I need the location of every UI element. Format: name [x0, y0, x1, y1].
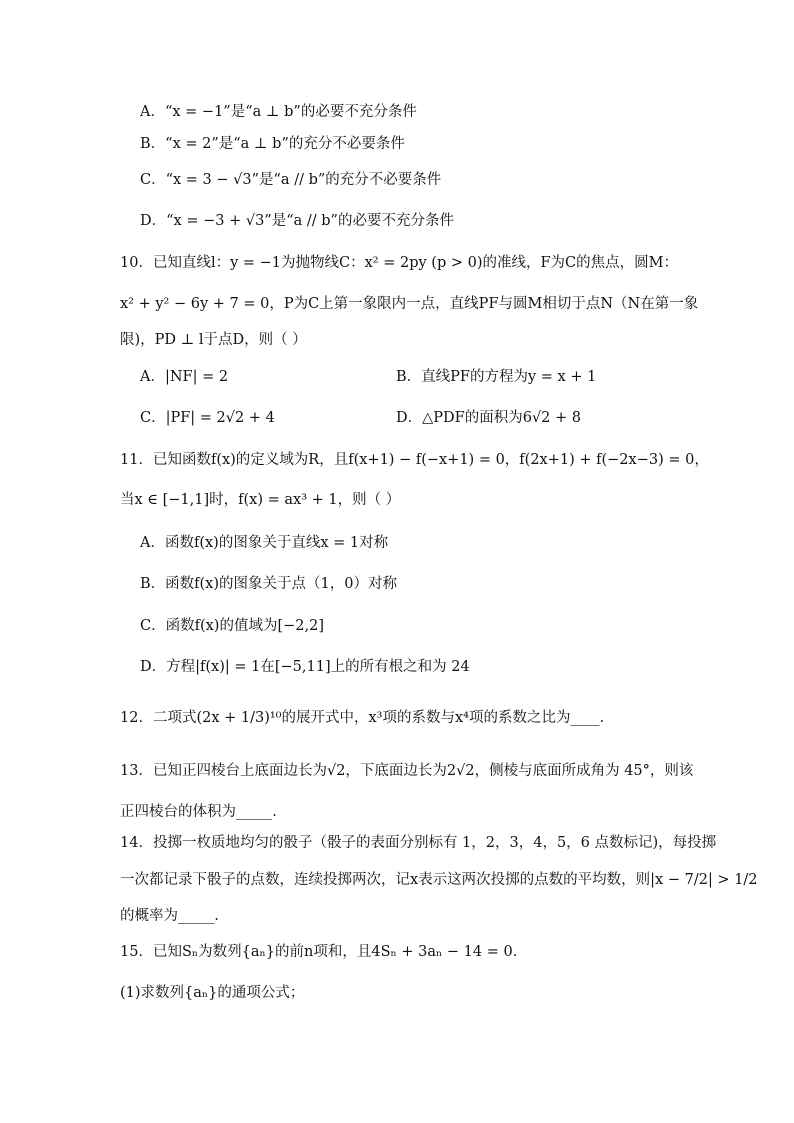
q14-line-1: 14．投掷一枚质地均匀的骰子（骰子的表面分别标有 1，2，3，4，5，6 点数标记)，每投掷: [120, 835, 717, 851]
q11-option-c: C．函数f(x)的值域为[−2,2]: [140, 618, 324, 634]
q15-line-2: (1)求数列{aₙ}的通项公式；: [120, 985, 305, 1001]
q9-option-b: B．“x = 2”是“a ⊥ b”的充分不必要条件: [140, 136, 405, 152]
q15-line-1: 15．已知Sₙ为数列{aₙ}的前n项和，且4Sₙ + 3aₙ − 14 = 0.: [120, 944, 518, 960]
q10-line-1: 10．已知直线l：y = −1为抛物线C：x² = 2py (p > 0)的准线，F为C的焦点，圆M：: [120, 255, 678, 271]
q10-line-3: 限)，PD ⊥ l于点D，则（ ）: [120, 332, 307, 348]
q11-line-1: 11．已知函数f(x)的定义域为R，且f(x+1) − f(−x+1) = 0，f(2x+1) + f(−2x−3) = 0，: [120, 452, 709, 468]
q14-line-2: 一次都记录下骰子的点数，连续投掷两次，记x表示这两次投掷的点数的平均数，则|x − 7/2| > 1/2: [120, 872, 758, 888]
q10-option-a: A．|NF| = 2: [140, 369, 229, 385]
q11-option-d: D．方程|f(x)| = 1在[−5,11]上的所有根之和为 24: [140, 659, 470, 675]
q11-line-2: 当x ∈ [−1,1]时，f(x) = ax³ + 1，则（ ）: [120, 492, 401, 508]
q14-line-3: 的概率为_____.: [120, 908, 219, 924]
q9-option-a: A．“x = −1”是“a ⊥ b”的必要不充分条件: [140, 104, 417, 120]
q10-line-2: x² + y² − 6y + 7 = 0，P为C上第一象限内一点，直线PF与圆M相切于点N（N在第一象: [120, 296, 699, 312]
q12-text: 12．二项式(2x + 1/3)¹⁰的展开式中，x³项的系数与x⁴项的系数之比为____.: [120, 710, 605, 726]
q10-option-b: B．直线PF的方程为y = x + 1: [396, 369, 597, 385]
q11-option-b: B．函数f(x)的图象关于点（1，0）对称: [140, 576, 397, 592]
q13-line-1: 13．已知正四棱台上底面边长为√2，下底面边长为2√2，侧棱与底面所成角为 45°，则该: [120, 763, 694, 779]
q9-option-c: C．“x = 3 − √3”是“a // b”的充分不必要条件: [140, 172, 442, 188]
q10-option-d: D．△PDF的面积为6√2 + 8: [396, 410, 582, 426]
q10-option-c: C．|PF| = 2√2 + 4: [140, 410, 275, 426]
q11-option-a: A．函数f(x)的图象关于直线x = 1对称: [140, 535, 389, 551]
q9-option-d: D．“x = −3 + √3”是“a // b”的必要不充分条件: [140, 213, 454, 229]
q13-line-2: 正四棱台的体积为_____.: [120, 804, 277, 820]
